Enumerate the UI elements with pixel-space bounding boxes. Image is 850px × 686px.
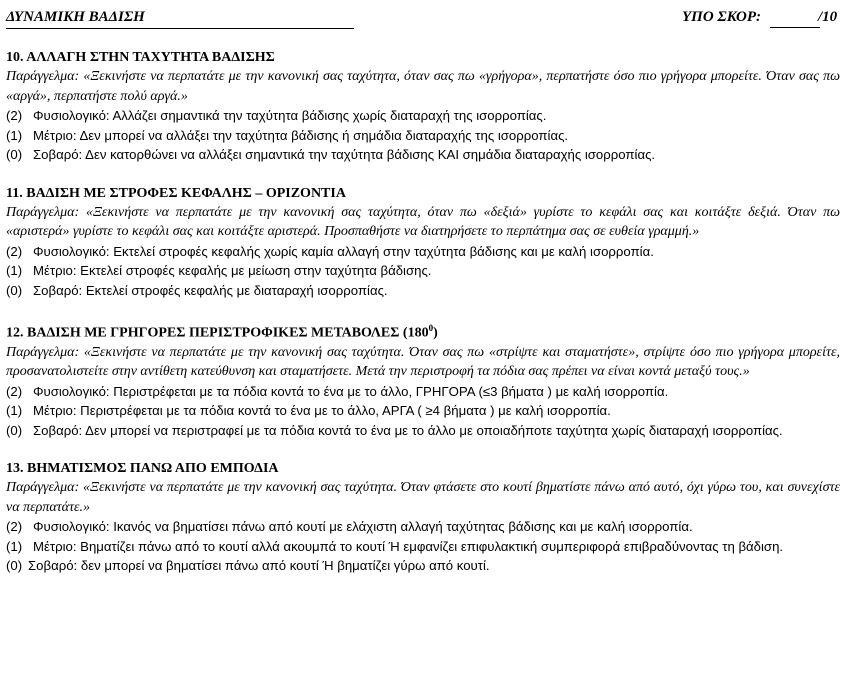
- option-item: [6, 382, 840, 402]
- option-number: (1): [6, 263, 23, 278]
- option-text: Φυσιολογικό: Εκτελεί στροφές κεφαλής χωρίς καμία αλλαγή στην ταχύτητα βάδισης και με καλή ισορροπία.: [33, 243, 654, 259]
- option-number: (1): [6, 127, 23, 143]
- section-instruction: Παράγγελμα: «Ξεκινήστε να περπατάτε με την κανονική σας ταχύτητα, όταν πω «δεξιά» γυρίστε το κεφάλι σας και κοιτάξτε δεξιά. Όταν πω «αριστερά» γυρίστε το κεφάλι σας και κοιτάξτε αριστερά. Προσπαθήστε να διατηρήσετε το περπάτημα σας σε ευθεία γραμμή.»: [6, 204, 840, 239]
- degree-superscript: 0: [428, 323, 434, 333]
- option-number: (2): [6, 108, 23, 123]
- option-item: [6, 421, 840, 441]
- option-text: Σοβαρό: δεν μπορεί να βηματίσει πάνω από κουτί Ή βηματίζει γύρω από κουτί.: [28, 558, 490, 574]
- option-number: (2): [6, 383, 23, 399]
- section-heading: 10. ΑΛΛΑΓΗ ΣΤΗΝ ΤΑΧΥΤΗΤΑ ΒΑΔΙΣΗΣ: [6, 50, 275, 65]
- option-item: [6, 281, 840, 301]
- option-number: (0): [6, 558, 23, 574]
- option-number: (1): [6, 403, 23, 419]
- option-text: Σοβαρό: Δεν κατορθώνει να αλλάξει σημαντικά την ταχύτητα βάδισης ΚΑΙ σημάδια διαταραχής ισορροπίας.: [33, 147, 656, 162]
- option-text: Φυσιολογικό: Περιστρέφεται με τα πόδια κοντά το ένα με το άλλο, ΓΡΗΓΟΡΑ (≤3 βήματα ) με καλή ισορροπία.: [33, 383, 669, 399]
- heading-end: ): [433, 325, 438, 341]
- option-number: (2): [6, 243, 23, 259]
- section-11: [6, 184, 840, 301]
- section-13: [6, 459, 840, 576]
- option-item: [6, 106, 840, 126]
- section-heading: [6, 319, 840, 343]
- score-label: ΥΠΟ ΣΚΟΡ:: [682, 9, 762, 25]
- section-12: [6, 319, 840, 440]
- option-number: (1): [6, 538, 23, 554]
- section-instruction: Παράγγελμα: «Ξεκινήστε να περπατάτε με την κανονική σας ταχύτητα. Όταν φτάσετε στο κουτί βηματίστε πάνω από αυτό, όχι γύρω του, και συνεχίστε να περπατάτε.»: [6, 480, 840, 515]
- section-instruction: Παράγγελμα: «Ξεκινήστε να περπατάτε με την κανονική σας ταχύτητα, όταν σας πω «γρήγορα», περπατήστε όσο πιο γρήγορα μπορείτε. Όταν σας πω «αργά», περπατήστε πολύ αργά.»: [6, 69, 840, 104]
- option-item: [6, 126, 840, 146]
- option-item: [6, 537, 840, 557]
- option-number: (0): [6, 147, 23, 162]
- option-text: Μέτριο: Περιστρέφεται με τα πόδια κοντά το ένα με το άλλο, ΑΡΓΑ ( ≥4 βήματα ) με καλή ισορροπία.: [33, 403, 611, 419]
- option-item: [6, 401, 840, 421]
- option-number: (0): [6, 422, 23, 438]
- option-item: [6, 242, 840, 262]
- score-total: /10: [818, 9, 838, 25]
- option-text: Μέτριο: Δεν μπορεί να αλλάξει την ταχύτητα βάδισης ή σημάδια διαταραχής της ισορροπίας.: [33, 127, 569, 143]
- section-heading: 13. ΒΗΜΑΤΙΣΜΟΣ ΠΑΝΩ ΑΠΟ ΕΜΠΟΔΙΑ: [6, 461, 279, 477]
- option-text: Σοβαρό: Δεν μπορεί να περιστραφεί με τα πόδια κοντά το ένα με το άλλο με οποιαδήποτε ταχύτητα χωρίς διαταραχή ισορροπίας.: [33, 422, 783, 438]
- option-number: (2): [6, 519, 23, 535]
- section-10: [6, 48, 840, 165]
- document-content: [6, 48, 840, 595]
- option-item: [6, 556, 840, 576]
- page-header: [6, 6, 840, 30]
- heading-text: 12. ΒΑΔΙΣΗ ΜΕ ΓΡΗΓΟΡΕΣ ΠΕΡΙΣΤΡΟΦΙΚΕΣ ΜΕΤΑΒΟΛΕΣ (180: [6, 325, 429, 341]
- section-instruction: Παράγγελμα: «Ξεκινήστε να περπατάτε με την κανονική σας ταχύτητα. Όταν σας πω «στρίψτε και σταματήστε», στρίψτε όσο πιο γρήγορα μπορείτε, προσανατολιστείτε στην αντίθετη κατεύθυνση και σταματήσετε. Μετά την περιστροφή τα πόδια σας πρέπει να είναι κοντά μεταξύ τους.»: [6, 344, 840, 380]
- option-text: Σοβαρό: Εκτελεί στροφές κεφαλής με διαταραχή ισορροπίας.: [33, 282, 388, 298]
- option-text: Μέτριο: Εκτελεί στροφές κεφαλής με μείωση στην ταχύτητα βάδισης.: [33, 263, 432, 278]
- option-text: Φυσιολογικό: Ικανός να βηματίσει πάνω από κουτί με ελάχιστη αλλαγή ταχύτητας βάδισης και με καλή ισορροπία.: [33, 519, 693, 535]
- option-number: (0): [6, 282, 23, 298]
- section-heading: 11. ΒΑΔΙΣΗ ΜΕ ΣΤΡΟΦΕΣ ΚΕΦΑΛΗΣ – ΟΡΙΖΟΝΤΙΑ: [6, 185, 346, 201]
- option-item: [6, 261, 840, 281]
- score-blank-line: [770, 6, 820, 28]
- option-item: [6, 517, 840, 537]
- option-item: [6, 145, 840, 165]
- option-text: Μέτριο: Βηματίζει πάνω από το κουτί αλλά ακουμπά το κουτί Ή εμφανίζει επιφυλακτική συμπεριφορά επιβραδύνοντας τη βάδιση.: [33, 538, 784, 554]
- header-title: ΔΥΝΑΜΙΚΗ ΒΑΔΙΣΗ: [6, 6, 354, 29]
- option-text: Φυσιολογικό: Αλλάζει σημαντικά την ταχύτητα βάδισης χωρίς διαταραχή της ισορροπίας.: [33, 108, 547, 123]
